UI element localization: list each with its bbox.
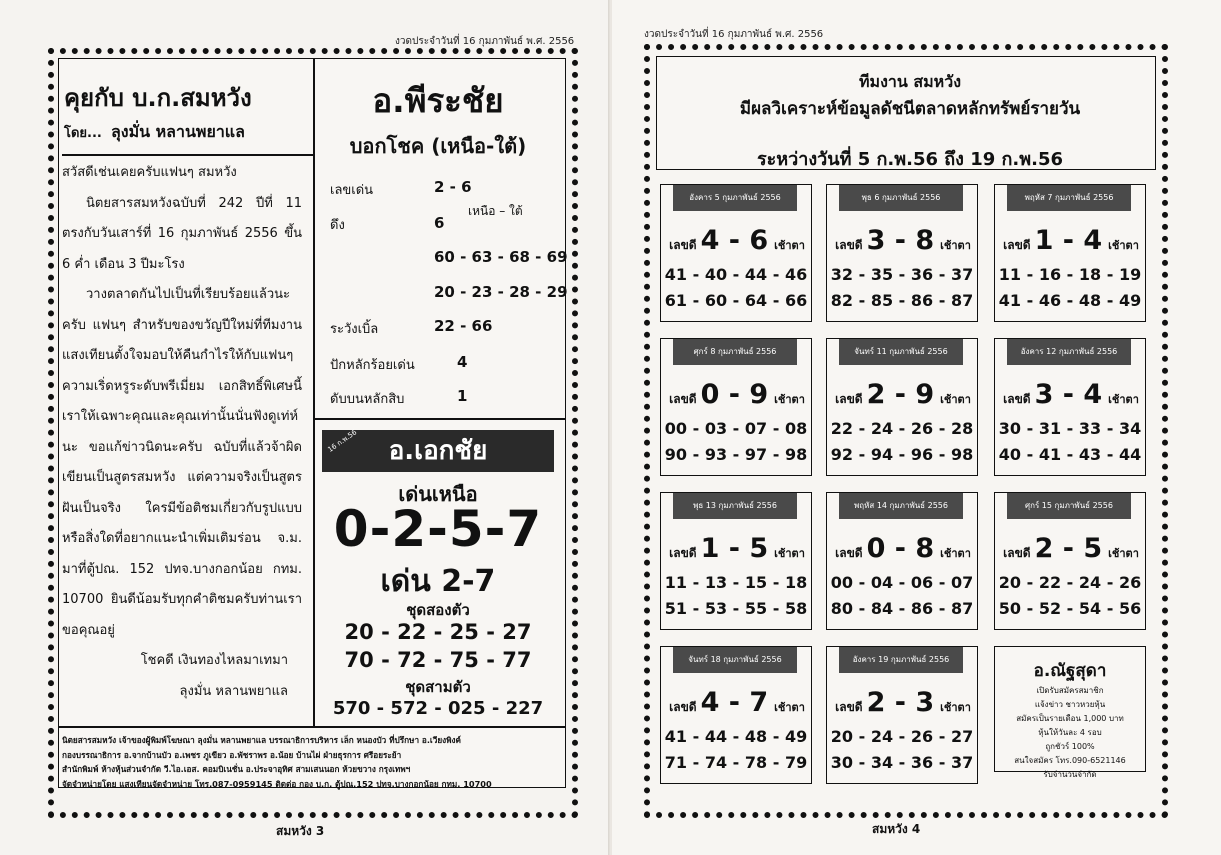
number-set: 00 - 04 - 06 - 07 xyxy=(830,573,974,592)
byline-prefix: โดย... xyxy=(64,126,102,141)
row-value: 60 - 63 - 68 - 69 xyxy=(434,248,568,266)
number-set: 80 - 84 - 86 - 87 xyxy=(830,599,974,618)
row-value: 20 - 23 - 28 - 29 xyxy=(434,283,568,301)
number-set: 30 - 31 - 33 - 34 xyxy=(998,419,1142,438)
card-date: พฤหัส 14 กุมภาพันธ์ 2556 xyxy=(839,493,963,519)
credit-line: กองบรรณาธิการ อ.จากบ้านบัว อ.เพชร ภูเขียว อ.พัชราพร อ.น้อย บ้านไผ่ ฝ่ายธุรการ ศรีอยระย้า xyxy=(62,749,402,760)
lucky-label: เลขดี xyxy=(835,546,863,560)
north-south-label: เหนือ – ใต้ xyxy=(468,204,523,218)
two-digit-set-2: 70 - 72 - 75 - 77 xyxy=(344,648,532,672)
prachai-name: อ.พีระชัย xyxy=(372,81,504,120)
nat-title: อ.ณัฐสุดา xyxy=(1033,661,1107,681)
lucky-label: เลขดี xyxy=(1003,392,1031,406)
prachai-subtitle: บอกโชค (เหนือ-ใต้) xyxy=(349,134,527,158)
north-label: เด่นเหนือ xyxy=(398,482,478,506)
card-date: พฤหัส 7 กุมภาพันธ์ 2556 xyxy=(1007,185,1131,211)
main-digits: 0 - 9 xyxy=(700,379,769,410)
morning-label: เช้าตา xyxy=(940,393,971,406)
credit-line: นิตยสารสมหวัง เจ้าของผู้พิมพ์โฆษณา ลุงมั่น หลานพยาแล บรรณาธิการบริหาร เล็ก หนองบัว ที่ปรึกษา อ.เวียงพิงค์ xyxy=(62,735,461,745)
byline xyxy=(64,120,245,145)
issue-date-header: งวดประจำวันที่ 16 กุมภาพันธ์ พ.ศ. 2556 xyxy=(644,29,824,40)
stock-card xyxy=(660,184,812,322)
editor-letter xyxy=(62,158,302,707)
byline-name: ลุงมั่น หลานพยาแล xyxy=(110,122,245,141)
card-date: จันทร์ 18 กุมภาพันธ์ 2556 xyxy=(673,647,797,673)
morning-label: เช้าตา xyxy=(774,701,805,714)
row-label: เลขเด่น xyxy=(330,183,374,198)
page-footer: สมหวัง 3 xyxy=(276,824,325,838)
number-set: 71 - 74 - 78 - 79 xyxy=(664,753,808,772)
lucky-label: เลขดี xyxy=(835,392,863,406)
lucky-label: เลขดี xyxy=(669,546,697,560)
card-main-row xyxy=(825,533,981,564)
morning-label: เช้าตา xyxy=(774,547,805,560)
morning-label: เช้าตา xyxy=(1108,547,1139,560)
stock-card xyxy=(994,492,1146,630)
ad-line: แจ้งข่าว ชาวหวยหุ้น xyxy=(1034,700,1106,709)
morning-label: เช้าตา xyxy=(774,393,805,406)
card-date: อังคาร 12 กุมภาพันธ์ 2556 xyxy=(1007,339,1131,365)
lucky-label: เลขดี xyxy=(1003,546,1031,560)
morning-label: เช้าตา xyxy=(940,547,971,560)
card-main-row xyxy=(659,379,815,410)
analysis-title: มีผลวิเคราะห์ข้อมูลดัชนีตลาดหลักทรัพย์รายวัน xyxy=(739,99,1081,119)
row-label: ดับบนหลักสิบ xyxy=(330,392,405,407)
main-digits: 0 - 8 xyxy=(866,533,935,564)
morning-label: เช้าตา xyxy=(940,701,971,714)
card-date: ศุกร์ 8 กุมภาพันธ์ 2556 xyxy=(673,339,797,365)
main-digits: 3 - 4 xyxy=(1034,379,1103,410)
number-set: 00 - 03 - 07 - 08 xyxy=(664,419,808,438)
main-digits: 1 - 5 xyxy=(700,533,769,564)
ad-line: รับจำนวนจำกัด xyxy=(1043,770,1097,779)
main-digits: 2 - 5 xyxy=(1034,533,1103,564)
number-set: 92 - 94 - 96 - 98 xyxy=(830,445,974,464)
number-set: 11 - 13 - 15 - 18 xyxy=(664,573,808,592)
card-main-row xyxy=(659,533,815,564)
number-set: 61 - 60 - 64 - 66 xyxy=(664,291,808,310)
main-digits: 2 - 3 xyxy=(866,687,935,718)
lucky-label: เลขดี xyxy=(669,238,697,252)
number-set: 30 - 34 - 36 - 37 xyxy=(830,753,974,772)
ad-line: หุ้นให้วันละ 4 รอบ xyxy=(1038,728,1102,737)
main-digits: 3 - 8 xyxy=(866,225,935,256)
north-value: 0-2-5-7 xyxy=(333,500,543,558)
column-divider xyxy=(313,58,315,726)
main-digits: 2 - 9 xyxy=(866,379,935,410)
morning-label: เช้าตา xyxy=(774,239,805,252)
number-set: 50 - 52 - 54 - 56 xyxy=(998,599,1142,618)
letter-greeting: สวัสดีเช่นเคยครับแฟนๆ สมหวัง xyxy=(62,165,237,180)
team-label: ทีมงาน สมหวัง xyxy=(858,72,962,91)
lucky-label: เลขดี xyxy=(835,700,863,714)
morning-label: เช้าตา xyxy=(1108,239,1139,252)
letter-paragraph: นิตยสารสมหวังฉบับที่ 242 ปีที่ 11 ตรงกับวันเสาร์ที่ 16 กุมภาพันธ์ 2556 ขึ้น 6 ค่ำ เดือน 3 ปีมะโรง xyxy=(62,195,302,272)
ad-line: สมัครเป็นรายเดือน 1,000 บาท xyxy=(1016,714,1124,723)
number-set: 41 - 40 - 44 - 46 xyxy=(664,265,808,284)
number-set: 40 - 41 - 43 - 44 xyxy=(998,445,1142,464)
ekachai-name: อ.เอกชัย xyxy=(322,430,554,472)
morning-label: เช้าตา xyxy=(1108,393,1139,406)
row-value: 1 xyxy=(457,387,468,405)
card-main-row xyxy=(825,687,981,718)
ekachai-date-tag: 16 ก.พ.56 xyxy=(326,428,359,454)
main-digits: 4 - 6 xyxy=(700,225,769,256)
main-digits: 1 - 4 xyxy=(1034,225,1103,256)
stock-card xyxy=(660,492,812,630)
number-set: 41 - 44 - 48 - 49 xyxy=(664,727,808,746)
section-divider xyxy=(314,418,566,420)
row-value: 2 - 6 xyxy=(434,178,472,196)
card-main-row xyxy=(659,687,815,718)
card-date: พุธ 6 กุมภาพันธ์ 2556 xyxy=(839,185,963,211)
number-set: 90 - 93 - 97 - 98 xyxy=(664,445,808,464)
column-title: คุยกับ บ.ก.สมหวัง xyxy=(64,84,252,112)
card-date: อังคาร 5 กุมภาพันธ์ 2556 xyxy=(673,185,797,211)
credit-line: สำนักพิมพ์ ห้างหุ้นส่วนจำกัด วี.ไอ.เอส. คอมบิเนชั่น อ.ประจาอุทิศ สามเสนนอก ห้วยขวาง กรุงเทพฯ xyxy=(62,764,411,774)
signoff-name: ลุงมั่น หลานพยาแล xyxy=(179,683,288,699)
stock-card xyxy=(826,184,978,322)
two-digit-label: ชุดสองตัว xyxy=(406,601,470,619)
number-set: 20 - 22 - 24 - 26 xyxy=(998,573,1142,592)
row-value: 6 xyxy=(434,214,445,232)
number-set: 32 - 35 - 36 - 37 xyxy=(830,265,974,284)
main-digits: 4 - 7 xyxy=(700,687,769,718)
ad-line: สนใจสมัคร โทร.090-6521146 xyxy=(1014,756,1126,765)
number-set: 20 - 24 - 26 - 27 xyxy=(830,727,974,746)
row-value: 22 - 66 xyxy=(434,317,493,335)
lucky-label: เลขดี xyxy=(669,700,697,714)
two-digit-set-1: 20 - 22 - 25 - 27 xyxy=(344,620,532,644)
issue-date-header: งวดประจำวันที่ 16 กุมภาพันธ์ พ.ศ. 2556 xyxy=(395,36,575,47)
credits-divider xyxy=(58,726,566,728)
date-range: ระหว่างวันที่ 5 ก.พ.56 ถึง 19 ก.พ.56 xyxy=(756,149,1064,170)
three-digit-set: 570 - 572 - 025 - 227 xyxy=(332,698,544,719)
row-value: 4 xyxy=(457,353,468,371)
three-digit-label: ชุดสามตัว xyxy=(405,678,471,696)
stock-card xyxy=(994,184,1146,322)
stock-card xyxy=(826,646,978,784)
card-date: อังคาร 19 กุมภาพันธ์ 2556 xyxy=(839,647,963,673)
row-label: ดึง xyxy=(330,218,345,233)
page-footer: สมหวัง 4 xyxy=(872,822,921,836)
magazine-credits xyxy=(62,733,562,791)
number-set: 41 - 46 - 48 - 49 xyxy=(998,291,1142,310)
card-main-row xyxy=(993,379,1149,410)
letter-paragraph: วางตลาดกันไปเป็นที่เรียบร้อยแล้วนะครับ แฟนๆ สำหรับของขวัญปีใหม่ที่ทีมงานแสงเทียนตั้งใจมอบให้คืนกำไรให้กับแฟนๆ ความเริ่ดหรูระดับพรีเมี่ยม เอกสิทธิ์พิเศษนี้เราให้เฉพาะคุณและคุณเท่านั้นนั่นฟังดูเท่ห์นะ ขอแก้ข่าวนิดนะครับ ฉบับที่แล้วจ้าผิดเขียนเป็นสูตรสมหวัง แต่ความจริงเป็นสูตรฝันเป็นจริง ใครมีข้อติชมเกี่ยวกับรูปแบบหรือสิ่งใดที่อยากแนะนำเพิ่มเติมร่อน จ.ม. มาที่ตู้ปณ. 152 ปทจ.บางกอกน้อย กทม. 10700 ยินดีน้อมรับทุกคำติชมครับท่านเราขอคุณอยู่ xyxy=(62,287,302,638)
lucky-label: เลขดี xyxy=(835,238,863,252)
stock-card xyxy=(826,338,978,476)
card-main-row xyxy=(825,225,981,256)
number-set: 22 - 24 - 26 - 28 xyxy=(830,419,974,438)
stock-card xyxy=(660,338,812,476)
morning-label: เช้าตา xyxy=(940,239,971,252)
card-date: จันทร์ 11 กุมภาพันธ์ 2556 xyxy=(839,339,963,365)
card-main-row xyxy=(993,225,1149,256)
card-main-row xyxy=(659,225,815,256)
nat-ad-card xyxy=(994,646,1146,779)
ad-line: ถูกชัวร์ 100% xyxy=(1045,742,1095,751)
stock-card xyxy=(994,338,1146,476)
card-date: พุธ 13 กุมภาพันธ์ 2556 xyxy=(673,493,797,519)
card-main-row xyxy=(825,379,981,410)
number-set: 51 - 53 - 55 - 58 xyxy=(664,599,808,618)
row-label: ระวังเบิ้ล xyxy=(330,322,379,337)
row-label: ปักหลักร้อยเด่น xyxy=(330,358,415,373)
lucky-label: เลขดี xyxy=(669,392,697,406)
divider xyxy=(62,154,314,156)
card-date: ศุกร์ 15 กุมภาพันธ์ 2556 xyxy=(1007,493,1131,519)
credit-line: จัดจำหน่ายโดย แสงเทียนจัดจำหน่าย โทร.087-0959145 ติดต่อ กอง บ.ก. ตู้ปณ.152 ปทจ.บางกอกน้อย กทม. 10700 xyxy=(62,778,492,789)
left-page xyxy=(0,0,610,855)
stock-card xyxy=(826,492,978,630)
stock-card xyxy=(660,646,812,784)
ad-line: เปิดรับสมัครสมาชิก xyxy=(1036,686,1104,695)
signoff: โชคดี เงินทองไหลมาเทมา xyxy=(140,653,288,668)
card-main-row xyxy=(993,533,1149,564)
number-set: 11 - 16 - 18 - 19 xyxy=(998,265,1142,284)
number-set: 82 - 85 - 86 - 87 xyxy=(830,291,974,310)
den-value: เด่น 2-7 xyxy=(380,564,496,599)
lucky-label: เลขดี xyxy=(1003,238,1031,252)
